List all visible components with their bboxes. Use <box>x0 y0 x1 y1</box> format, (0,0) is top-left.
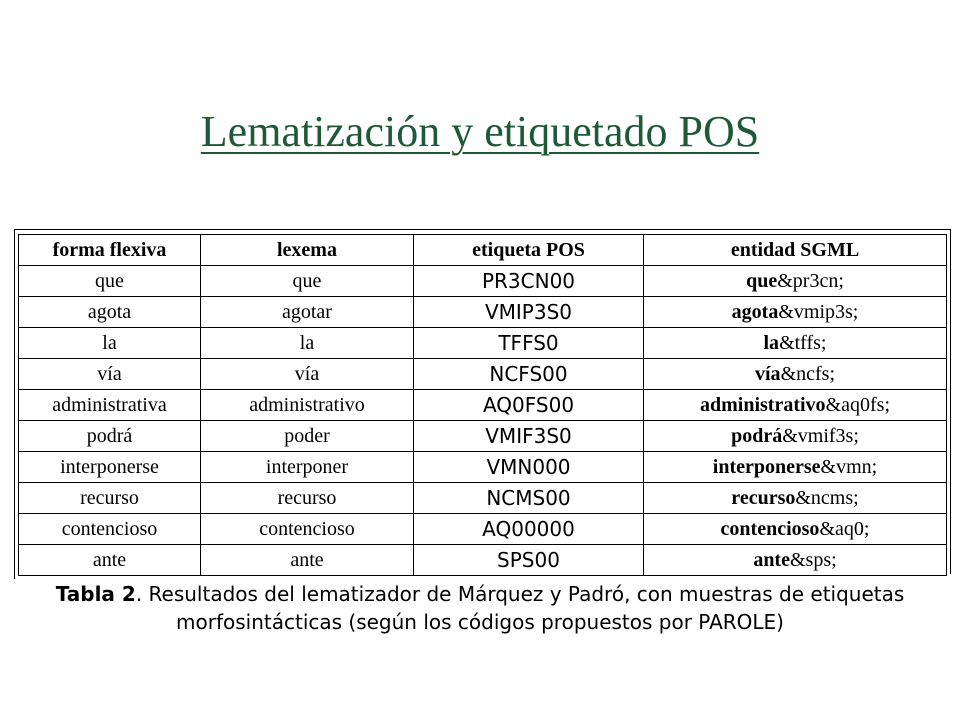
entidad-word: la <box>763 332 780 354</box>
cell-entidad-sgml <box>644 266 947 297</box>
entidad-word: que <box>746 270 778 292</box>
table-row <box>19 514 947 545</box>
cell-forma-flexiva: administrativa <box>19 390 201 421</box>
cell-etiqueta-pos: PR3CN00 <box>414 266 644 297</box>
cell-forma-flexiva: vía <box>19 359 201 390</box>
cell-lexema: poder <box>201 421 414 452</box>
table-caption <box>20 580 940 636</box>
entidad-word: agota <box>731 301 779 323</box>
cell-entidad-sgml <box>644 545 947 576</box>
table-frame-left-edge <box>14 229 15 579</box>
entidad-word: contencioso <box>720 518 820 540</box>
cell-forma-flexiva: contencioso <box>19 514 201 545</box>
cell-forma-flexiva: que <box>19 266 201 297</box>
cell-etiqueta-pos: AQ00000 <box>414 514 644 545</box>
entidad-word: podrá <box>731 425 783 447</box>
cell-forma-flexiva: recurso <box>19 483 201 514</box>
entidad-word: administrativo <box>700 394 826 416</box>
entidad-code: &ncfs; <box>780 363 835 385</box>
caption-text: . Resultados del lematizador de Márquez y Padró, con muestras de etiquetas <box>135 582 905 606</box>
caption-line-1 <box>20 580 940 608</box>
table-body <box>19 266 947 576</box>
entidad-word: recurso <box>731 487 796 509</box>
cell-etiqueta-pos: SPS00 <box>414 545 644 576</box>
entidad-code: &vmn; <box>820 456 878 478</box>
cell-forma-flexiva: interponerse <box>19 452 201 483</box>
entidad-code: &aq0; <box>819 518 870 540</box>
header-entidad-sgml: entidad SGML <box>644 235 947 266</box>
cell-entidad-sgml <box>644 483 947 514</box>
cell-lexema: la <box>201 328 414 359</box>
table-row <box>19 328 947 359</box>
cell-etiqueta-pos: VMIF3S0 <box>414 421 644 452</box>
header-lexema: lexema <box>201 235 414 266</box>
table-row <box>19 483 947 514</box>
caption-label: Tabla 2 <box>55 582 136 606</box>
header-etiqueta-pos: etiqueta POS <box>414 235 644 266</box>
cell-entidad-sgml <box>644 359 947 390</box>
cell-entidad-sgml <box>644 328 947 359</box>
entidad-code: &pr3cn; <box>777 270 844 292</box>
cell-forma-flexiva: ante <box>19 545 201 576</box>
entidad-word: vía <box>755 363 781 385</box>
cell-forma-flexiva: podrá <box>19 421 201 452</box>
cell-lexema: administrativo <box>201 390 414 421</box>
entidad-code: &vmip3s; <box>778 301 859 323</box>
table-header-row <box>19 235 947 266</box>
cell-lexema: ante <box>201 545 414 576</box>
cell-entidad-sgml <box>644 297 947 328</box>
entidad-code: &vmif3s; <box>782 425 859 447</box>
table-row <box>19 266 947 297</box>
slide-title <box>0 104 960 160</box>
cell-etiqueta-pos: VMN000 <box>414 452 644 483</box>
entidad-code: &aq0fs; <box>825 394 890 416</box>
cell-etiqueta-pos: NCMS00 <box>414 483 644 514</box>
slide-title-text: Lematización y etiquetado POS <box>200 107 760 156</box>
cell-etiqueta-pos: AQ0FS00 <box>414 390 644 421</box>
cell-etiqueta-pos: TFFS0 <box>414 328 644 359</box>
entidad-word: interponerse <box>712 456 821 478</box>
entidad-code: &ncms; <box>795 487 859 509</box>
table-row <box>19 297 947 328</box>
cell-lexema: contencioso <box>201 514 414 545</box>
cell-forma-flexiva: agota <box>19 297 201 328</box>
entidad-code: &tffs; <box>779 332 827 354</box>
cell-entidad-sgml <box>644 421 947 452</box>
table-row <box>19 359 947 390</box>
cell-lexema: que <box>201 266 414 297</box>
cell-forma-flexiva: la <box>19 328 201 359</box>
cell-lexema: agotar <box>201 297 414 328</box>
entidad-code: &sps; <box>789 549 837 571</box>
cell-etiqueta-pos: VMIP3S0 <box>414 297 644 328</box>
pos-table <box>18 234 947 576</box>
table-row <box>19 545 947 576</box>
table-row <box>19 452 947 483</box>
cell-entidad-sgml <box>644 452 947 483</box>
cell-lexema: recurso <box>201 483 414 514</box>
cell-lexema: vía <box>201 359 414 390</box>
cell-lexema: interponer <box>201 452 414 483</box>
cell-entidad-sgml <box>644 390 947 421</box>
table-row <box>19 421 947 452</box>
table-row <box>19 390 947 421</box>
header-forma-flexiva: forma flexiva <box>19 235 201 266</box>
cell-etiqueta-pos: NCFS00 <box>414 359 644 390</box>
entidad-word: ante <box>753 549 790 571</box>
caption-line-2: morfosintácticas (según los códigos propuestos por PAROLE) <box>176 610 784 634</box>
cell-entidad-sgml <box>644 514 947 545</box>
